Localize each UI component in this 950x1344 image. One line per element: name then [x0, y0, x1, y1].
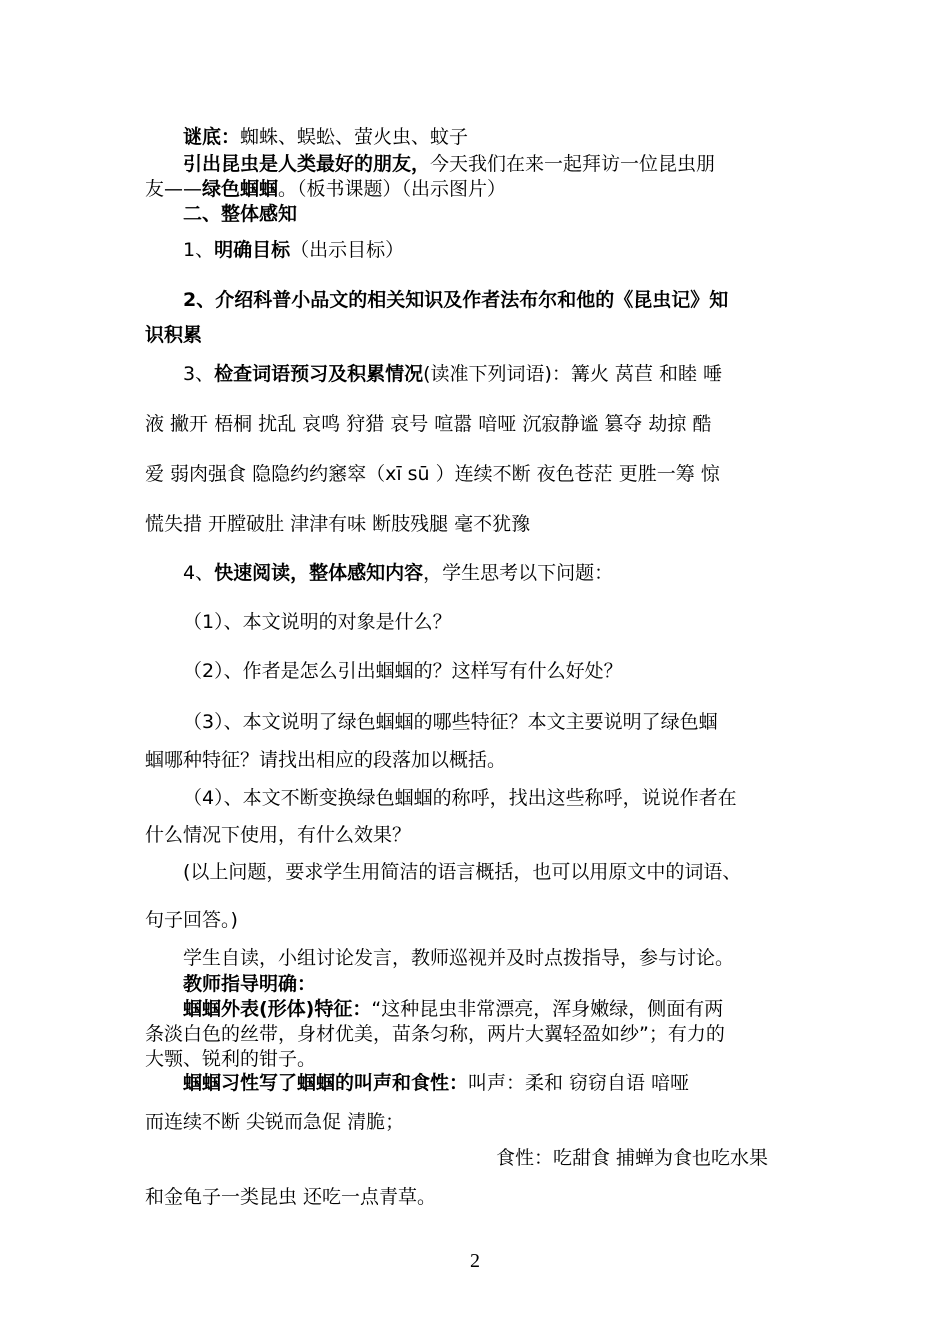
appearance-line-2: 条淡白色的丝带，身材优美，苗条匀称，两片大翼轻盈如纱”；有力的 [145, 1023, 725, 1045]
riddle-answer-line: 谜底：蜘蛛、蜈蚣、萤火虫、蚊子 [183, 126, 469, 148]
student-activity: 学生自读，小组讨论发言，教师巡视并及时点拨指导，参与讨论。 [183, 947, 735, 969]
diet-line-2: 和金龟子一类昆虫 还吃一点青草。 [145, 1186, 437, 1208]
question-4-line-1: （4）、本文不断变换绿色蝈蝈的称呼，找出这些称呼，说说作者在 [183, 787, 737, 809]
appearance-line-1: 蝈蝈外表(形体)特征：“这种昆虫非常漂亮，浑身嫩绿，侧面有两 [183, 998, 724, 1020]
item-3-line-1: 3、检查词语预习及积累情况(读准下列词语)：篝火 莴苣 和睦 唾 [183, 363, 723, 385]
item-1: 1、明确目标（出示目标） [183, 239, 405, 261]
note-line-2: 句子回答。) [145, 909, 238, 931]
intro-line-2: 友——绿色蝈蝈。（板书课题）（出示图片） [145, 178, 507, 200]
teacher-guidance-heading: 教师指导明确： [183, 973, 317, 995]
vocab-line-1: 液 撇开 梧桐 扰乱 哀鸣 狩猎 哀号 喧嚣 喑哑 沉寂静谧 篡夺 劫掠 酷 [145, 413, 712, 435]
item-2-line-1: 2、介绍科普小品文的相关知识及作者法布尔和他的《昆虫记》知 [183, 289, 729, 311]
appearance-line-3: 大颚、锐利的钳子。 [145, 1048, 317, 1070]
habits-line-1: 蝈蝈习性写了蝈蝈的叫声和食性：叫声：柔和 窃窃自语 喑哑 [183, 1072, 690, 1094]
item-2-line-2: 识积累 [145, 324, 203, 346]
vocab-line-2: 爱 弱肉强食 隐隐约约窸窣（xī sū ）连续不断 夜色苍茫 更胜一筹 惊 [145, 463, 720, 485]
question-1: （1）、本文说明的对象是什么？ [183, 611, 452, 633]
question-3-line-1: （3）、本文说明了绿色蝈蝈的哪些特征？本文主要说明了绿色蝈 [183, 711, 718, 733]
note-line-1: (以上问题，要求学生用简洁的语言概括，也可以用原文中的词语、 [183, 861, 742, 883]
diet-line-1: 食性：吃甜食 捕蝉为食也吃水果 [496, 1147, 769, 1169]
section-heading: 二、整体感知 [183, 203, 298, 225]
item-4: 4、快速阅读，整体感知内容，学生思考以下问题： [183, 562, 614, 584]
question-3-line-2: 蝈哪种特征？请找出相应的段落加以概括。 [145, 749, 507, 771]
intro-line-1: 引出昆虫是人类最好的朋友，今天我们在来一起拜访一位昆虫朋 [183, 153, 716, 175]
question-2: （2）、作者是怎么引出蝈蝈的？这样写有什么好处？ [183, 660, 623, 682]
vocab-line-3: 慌失措 开膛破肚 津津有味 断肢残腿 毫不犹豫 [145, 513, 531, 535]
question-4-line-2: 什么情况下使用，有什么效果？ [145, 824, 412, 846]
page-number: 2 [470, 1250, 480, 1272]
habits-line-2: 而连续不断 尖锐而急促 清脆； [145, 1111, 405, 1133]
